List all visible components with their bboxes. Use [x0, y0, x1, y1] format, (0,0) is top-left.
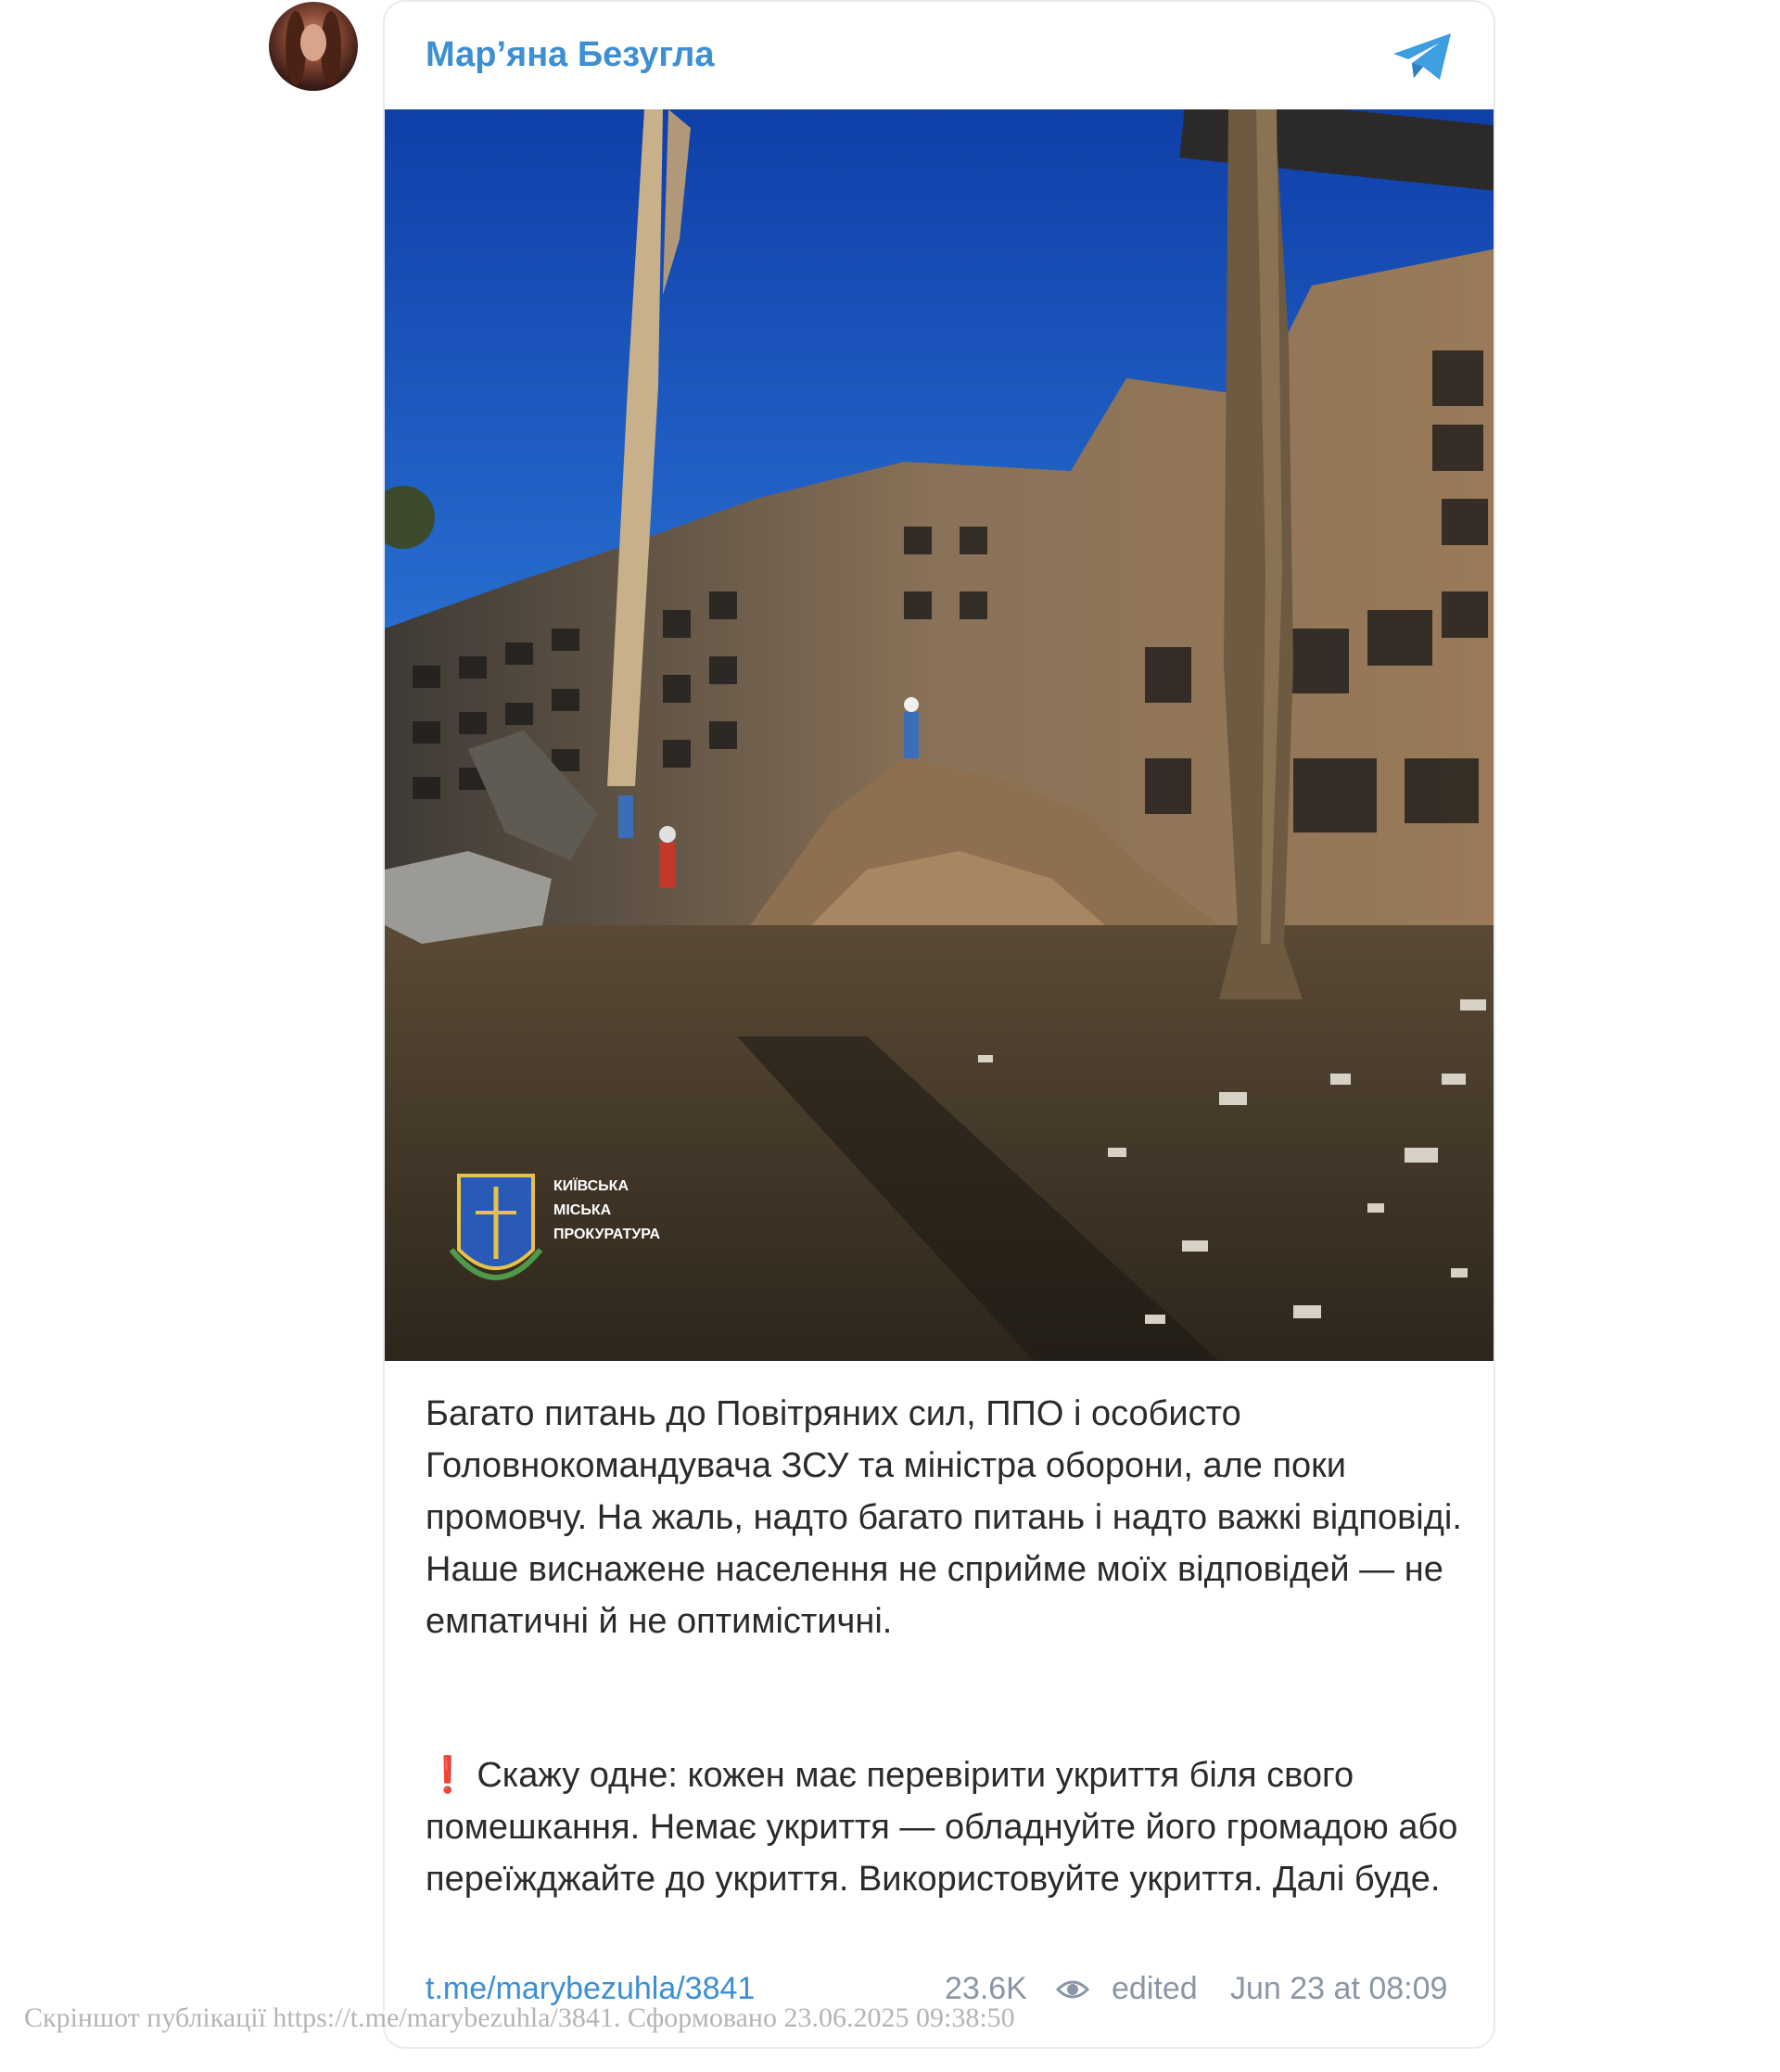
logo-line-1: КИЇВСЬКА: [553, 1178, 629, 1194]
telegram-post-card: [383, 0, 1495, 2049]
logo-line-3: ПРОКУРАТУРА: [553, 1227, 661, 1242]
post-paragraph-2: Скажу одне: кожен має перевірити укриття біля свого помешкання. Немає укриття — обладнуйте його громадою або переїжджайте до укриття. Використовуйте укриття. Далі буде.: [426, 1756, 1458, 1899]
post-photo-image: [385, 109, 1495, 1361]
post-photo[interactable]: [385, 109, 1495, 1361]
post-permalink[interactable]: t.me/marybezuhla/3841: [426, 1971, 756, 2006]
views-count: 23.6K: [945, 1971, 1027, 2006]
telegram-icon[interactable]: [1390, 32, 1456, 83]
logo-line-2: МІСЬКА: [553, 1202, 612, 1218]
edited-label: edited: [1112, 1971, 1198, 2006]
avatar-face: [300, 24, 326, 61]
exclamation-icon: ❗: [426, 1756, 470, 1795]
post-date[interactable]: Jun 23 at 08:09: [1230, 1971, 1448, 2006]
channel-name-link[interactable]: Мар’яна Безугла: [426, 35, 715, 74]
eye-icon: [1056, 1977, 1089, 2002]
channel-avatar[interactable]: [269, 2, 358, 91]
post-paragraph-2-container: [426, 1749, 1473, 1905]
screenshot-watermark: Скріншот публікації https://t.me/marybezuhla/3841. Сформовано 23.06.2025 09:38:50: [24, 2002, 1015, 2033]
post-paragraph-1: Багато питань до Повітряних сил, ППО і особисто Головнокомандувача ЗСУ та міністра оборони, але поки промовчу. На жаль, надто багато питань і надто важкі відповіді. Наше виснажене населення не сприйме моїх відповідей — не емпатичні й не оптимістичні.: [426, 1394, 1462, 1641]
